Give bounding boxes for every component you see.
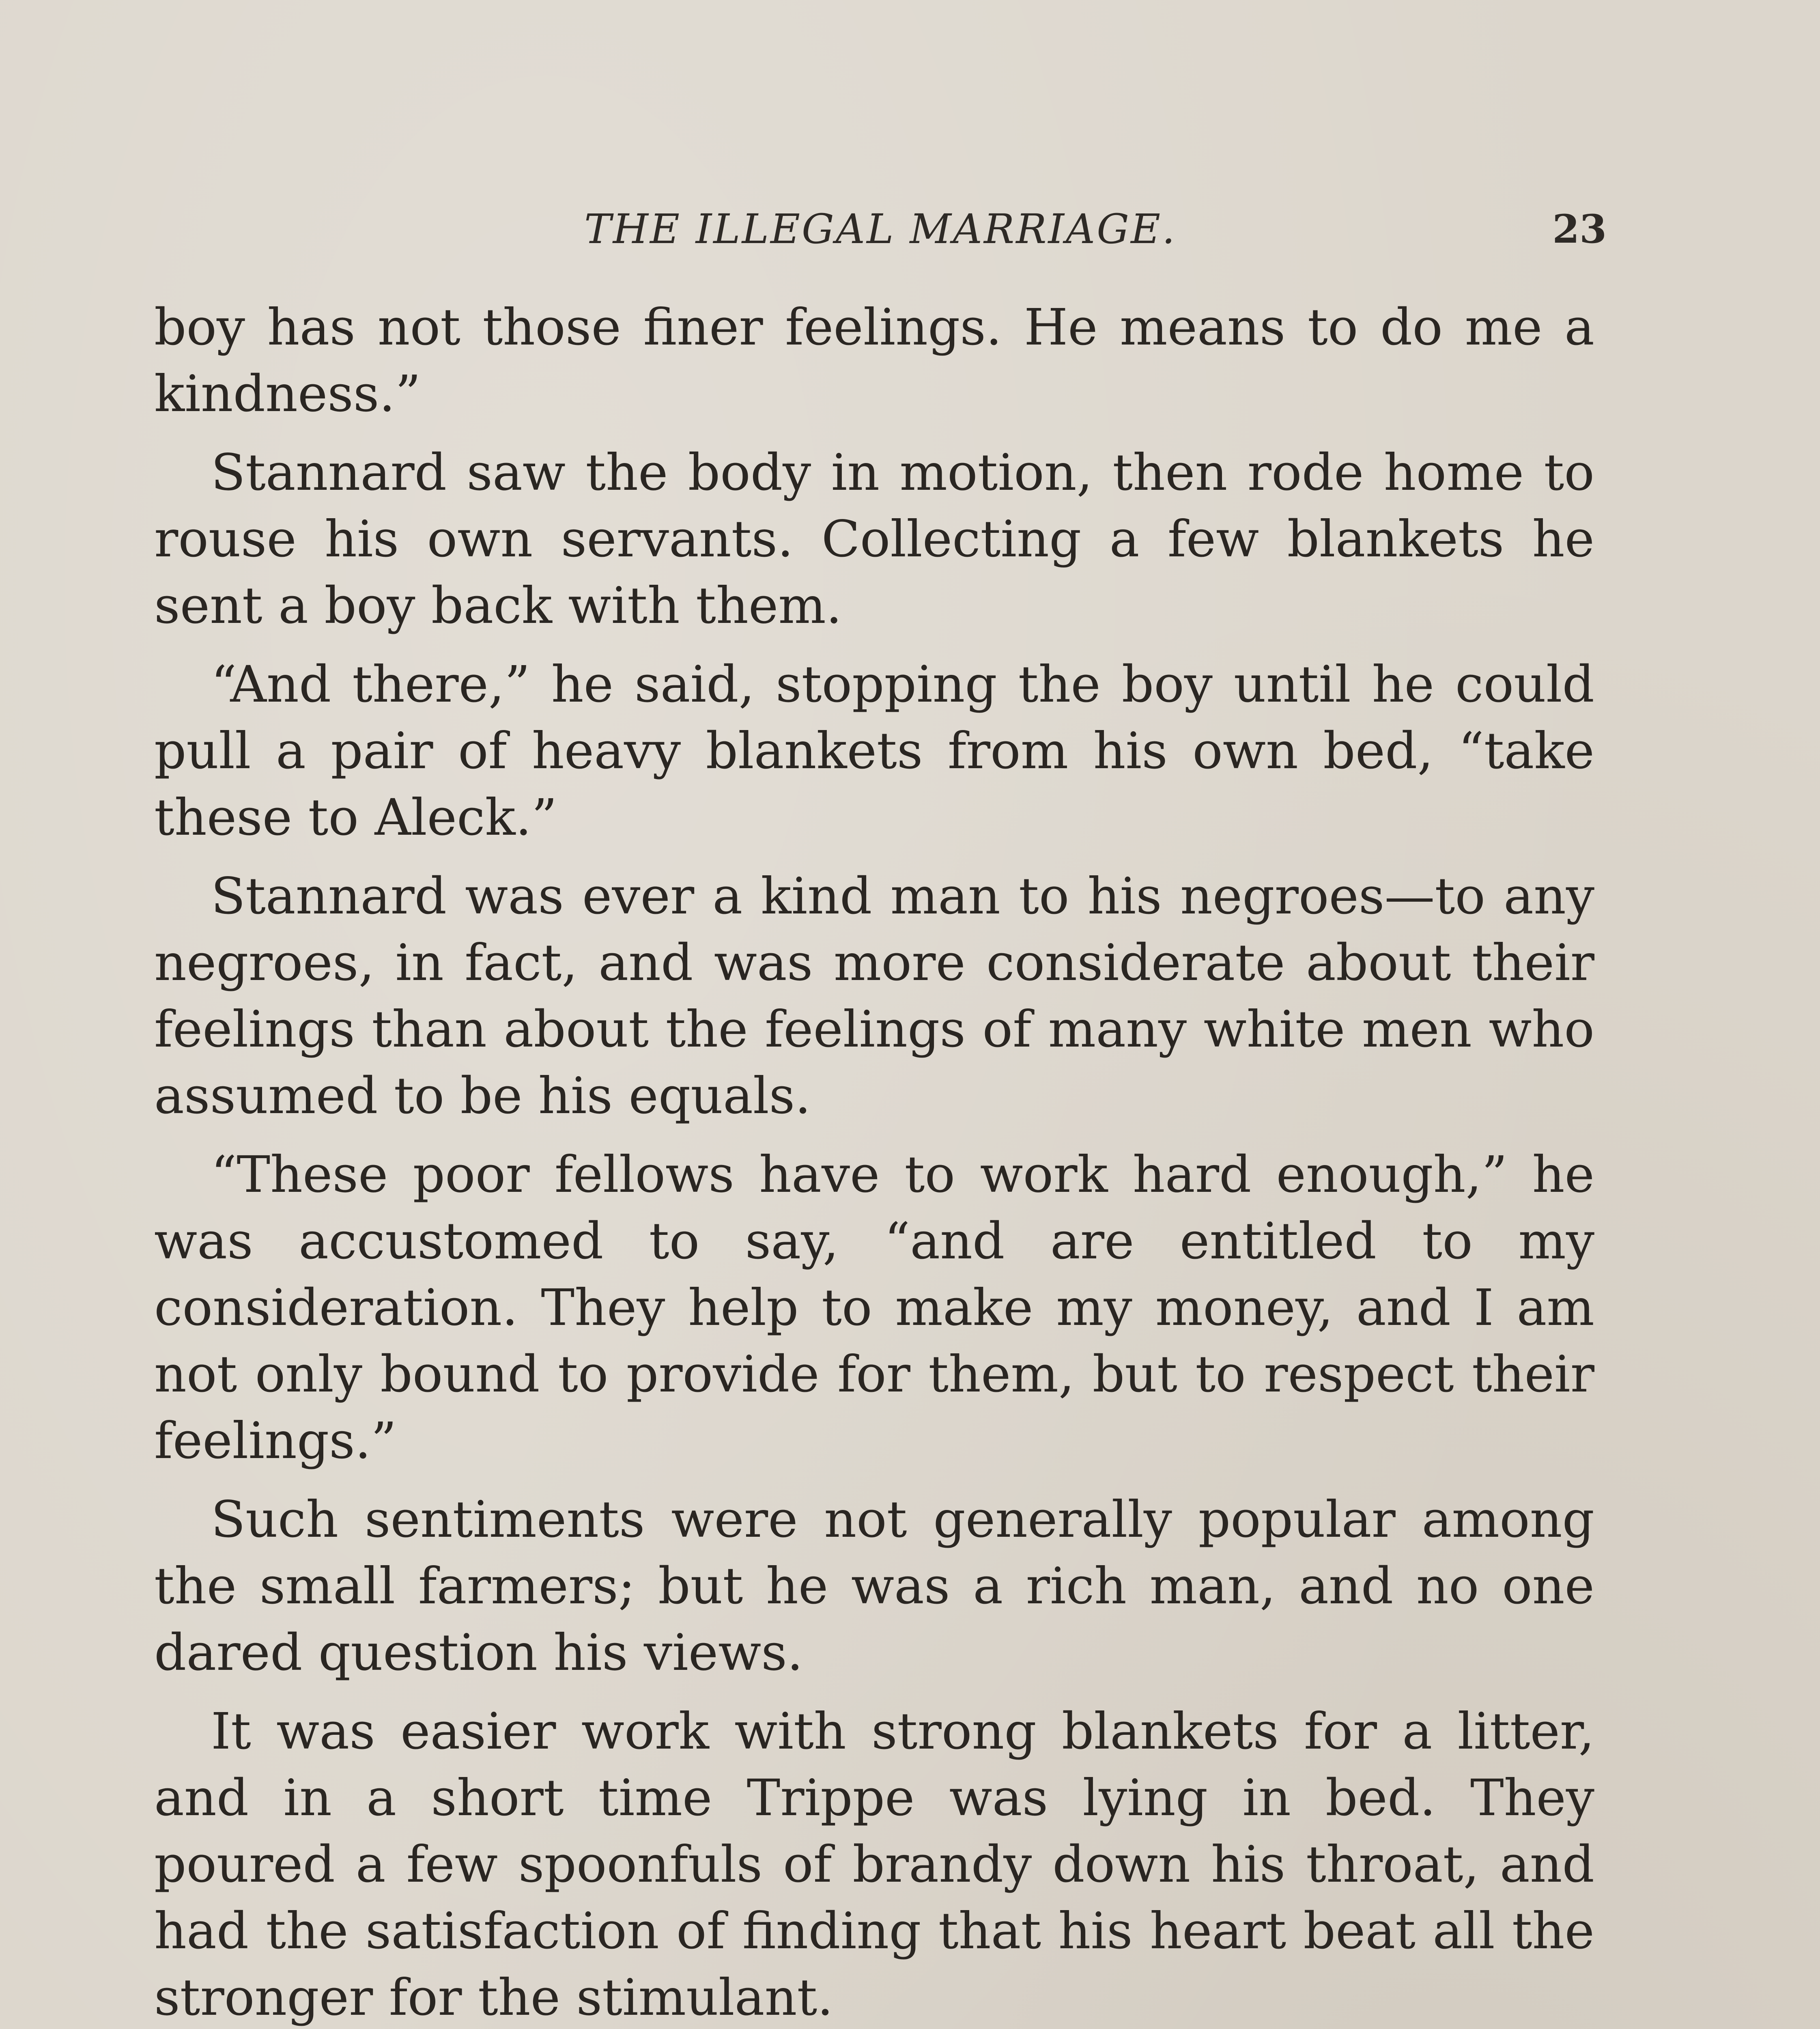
body-text (154, 294, 1594, 2029)
paragraph-4: Stannard was ever a kind man to his negroes—to any negroes, in fact, and was more considerate about their feelings than about the feelings of many white men who assumed to be his equals. (154, 867, 1594, 1125)
running-head (154, 199, 1607, 260)
paragraph-2: Stannard saw the body in motion, then rode home to rouse his own servants. Collecting a few blankets he sent a boy back with them. (154, 444, 1594, 635)
paragraph-5: “These poor fellows have to work hard enough,” he was accustomed to say, “and are entitled to my consideration. They help to make my money, and I am not only bound to provide for them, but to respect their feelings.” (154, 1146, 1594, 1470)
paragraph-1: boy has not those finer feelings. He means to do me a kindness.” (154, 298, 1594, 423)
paragraph-7: It was easier work with strong blankets for a litter, and in a short time Trippe was lying in bed. They poured a few spoonfuls of brandy down his throat, and had the satisfaction of finding that his heart beat all the stronger for the stimulant. (154, 1702, 1594, 2027)
running-title: THE ILLEGAL MARRIAGE. (584, 205, 1177, 253)
page-number: 23 (1552, 206, 1607, 252)
paragraph-3: “And there,” he said, stopping the boy until he could pull a pair of heavy blankets from his own bed, “take these to Aleck.” (154, 655, 1594, 847)
paragraph-6: Such sentiments were not generally popular among the small farmers; but he was a rich man, and no one dared question his views. (154, 1491, 1594, 1682)
